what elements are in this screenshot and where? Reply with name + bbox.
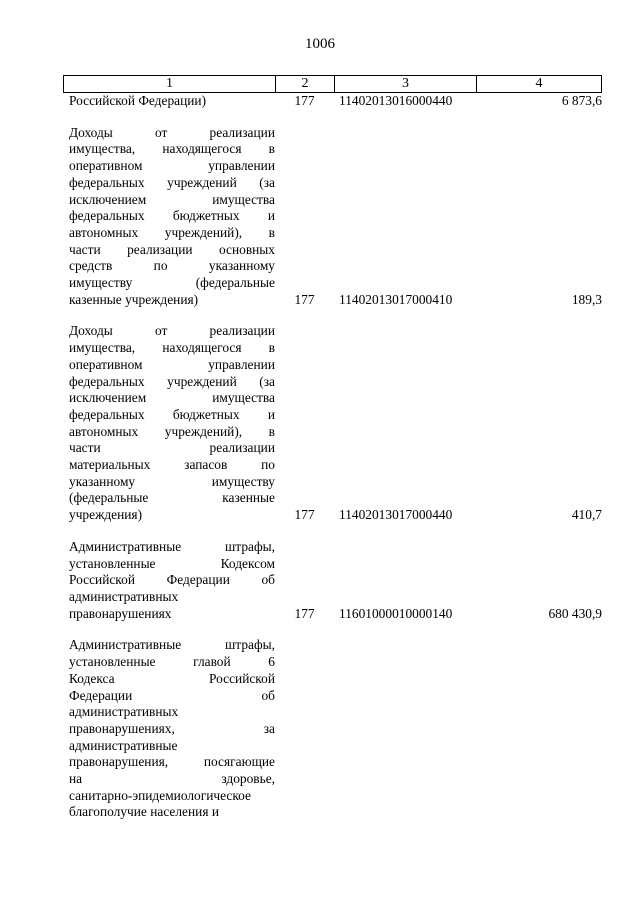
description-line: средств по указанному <box>69 258 275 274</box>
header-col-3: 3 <box>335 76 477 92</box>
description-line: установленные главой 6 <box>69 654 275 670</box>
row-spacer <box>63 622 602 637</box>
description-line: Доходы от реализации <box>69 323 275 339</box>
description-line: федеральных бюджетных и <box>69 406 275 422</box>
description-line: исключением имущества <box>69 191 275 207</box>
description-line: установленные Кодексом <box>69 555 275 571</box>
description-line: указанному имуществу <box>69 473 275 489</box>
row-admin-code: 177 <box>294 507 315 523</box>
row-amount: 680 430,9 <box>548 605 602 621</box>
description-line: исключением имущества <box>69 390 275 406</box>
header-col-4: 4 <box>535 76 543 91</box>
description-line: учреждения) <box>69 507 143 523</box>
description-line: казенные учреждения) <box>69 291 199 307</box>
row-spacer <box>63 524 602 539</box>
row-description <box>63 637 275 821</box>
description-line: Кодекса Российской <box>69 670 275 686</box>
header-col-2: 2 <box>276 76 335 92</box>
row-description <box>63 539 275 623</box>
row-description <box>63 93 275 110</box>
description-line: оперативном управлении <box>69 356 275 372</box>
description-line: автономных учреждений), в <box>69 224 275 240</box>
table-row <box>63 323 602 523</box>
row-kbk-code: 11601000010000140 <box>339 605 453 621</box>
row-description <box>63 125 275 309</box>
page-number: 1006 <box>305 36 335 52</box>
description-line: санитарно-эпидемиологическое <box>69 787 251 803</box>
description-line: Федерации об <box>69 687 275 703</box>
row-admin-code: 177 <box>294 605 315 621</box>
description-line: части реализации основных <box>69 241 275 257</box>
row-description <box>63 323 275 523</box>
description-line: Доходы от реализации <box>69 124 275 140</box>
row-amount: 6 873,6 <box>561 93 602 108</box>
row-spacer <box>63 308 602 323</box>
description-line: Административные штрафы, <box>69 637 275 653</box>
description-line: правонарушения, посягающие <box>69 754 275 770</box>
description-line: правонарушениях <box>69 605 172 621</box>
row-kbk-code: 11402013017000440 <box>339 507 453 523</box>
header-col-1: 1 <box>64 76 276 92</box>
description-line: имущества, находящегося в <box>69 340 275 356</box>
row-amount: 410,7 <box>571 507 602 523</box>
description-line: административные <box>69 737 178 753</box>
row-kbk-code: 11402013017000410 <box>339 291 453 307</box>
row-amount: 189,3 <box>571 291 602 307</box>
row-spacer <box>63 110 602 125</box>
description-line: Российской Федерации) <box>69 93 207 108</box>
description-line: имущества, находящегося в <box>69 141 275 157</box>
description-line: административных <box>69 588 179 604</box>
table-row <box>63 125 602 309</box>
description-line: (федеральные казенные <box>69 490 275 506</box>
description-line: правонарушениях, за <box>69 720 275 736</box>
description-line: административных <box>69 704 179 720</box>
description-line: оперативном управлении <box>69 158 275 174</box>
description-line: части реализации <box>69 440 275 456</box>
table-row <box>63 539 602 623</box>
description-line: имуществу (федеральные <box>69 275 275 291</box>
description-line: материальных запасов по <box>69 457 275 473</box>
description-line: Административные штрафы, <box>69 538 275 554</box>
description-line: автономных учреждений), в <box>69 423 275 439</box>
description-line: благополучие населения и <box>69 804 220 820</box>
row-admin-code: 177 <box>294 93 315 108</box>
description-line: федеральных учреждений (за <box>69 373 275 389</box>
table-row <box>63 637 602 821</box>
description-line: Российской Федерации об <box>69 572 275 588</box>
table-header <box>63 75 602 93</box>
row-admin-code: 177 <box>294 291 315 307</box>
description-line: федеральных учреждений (за <box>69 174 275 190</box>
table-row <box>63 93 602 110</box>
table-body <box>63 93 602 821</box>
description-line: федеральных бюджетных и <box>69 208 275 224</box>
row-kbk-code: 11402013016000440 <box>339 93 453 108</box>
description-line: на здоровье, <box>69 771 275 787</box>
